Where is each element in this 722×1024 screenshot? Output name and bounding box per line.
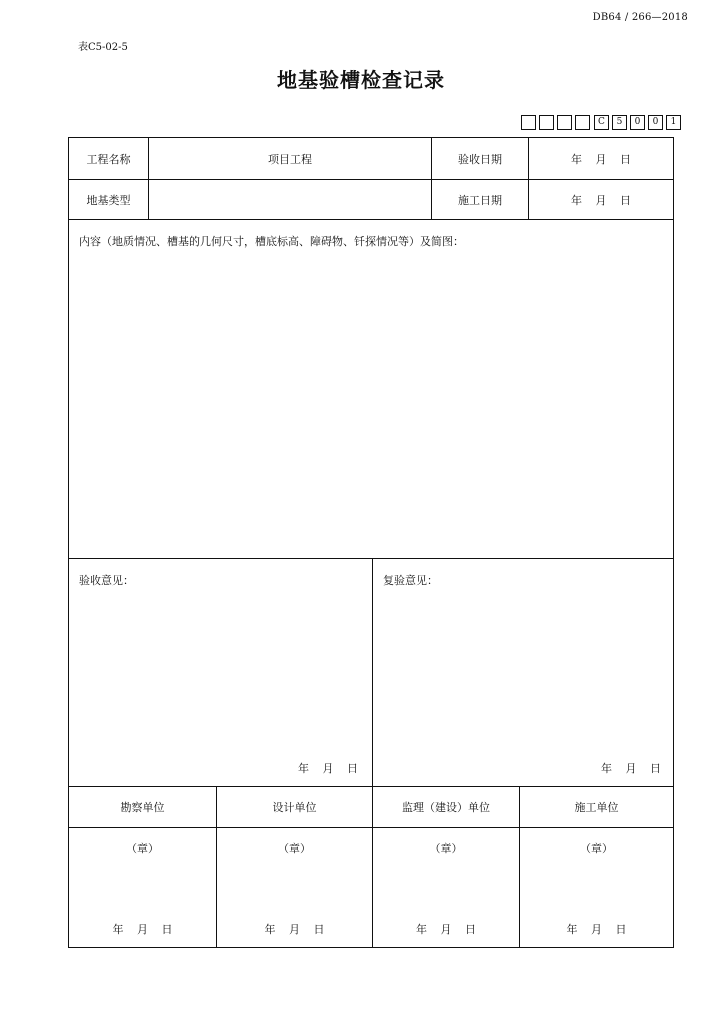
code-box: C bbox=[594, 115, 609, 130]
review-opinion-label: 复验意见： bbox=[383, 574, 438, 587]
row-divider bbox=[69, 219, 673, 220]
inspection-table bbox=[68, 137, 674, 948]
acceptance-date-value[interactable]: 年 月 日 bbox=[571, 152, 631, 166]
col-divider bbox=[372, 558, 373, 786]
supervision-unit-date[interactable]: 年 月 日 bbox=[416, 923, 476, 936]
survey-unit-label: 勘察单位 bbox=[120, 801, 165, 814]
survey-unit-seal: （章） bbox=[126, 842, 159, 855]
project-name-label: 工程名称 bbox=[86, 152, 131, 166]
code-box[interactable] bbox=[557, 115, 572, 130]
acceptance-opinion-date[interactable]: 年 月 日 bbox=[298, 762, 358, 775]
survey-unit-date[interactable]: 年 月 日 bbox=[112, 923, 173, 936]
page-title: 地基验槽检查记录 bbox=[277, 68, 445, 92]
standard-number: DB64 / 266—2018 bbox=[592, 12, 688, 23]
construction-unit-date[interactable]: 年 月 日 bbox=[566, 923, 627, 936]
design-unit-seal: （章） bbox=[278, 842, 311, 855]
code-box[interactable] bbox=[521, 115, 536, 130]
code-box[interactable] bbox=[539, 115, 554, 130]
review-opinion-date[interactable]: 年 月 日 bbox=[601, 762, 661, 775]
form-number: 表C5-02-5 bbox=[78, 42, 128, 53]
acceptance-date-label: 验收日期 bbox=[458, 152, 502, 166]
project-name-value[interactable]: 项目工程 bbox=[268, 152, 312, 166]
foundation-type-value[interactable] bbox=[149, 180, 431, 219]
supervision-unit-label: 监理（建设）单位 bbox=[402, 801, 490, 814]
code-box: 1 bbox=[666, 115, 681, 130]
record-code-boxes bbox=[521, 115, 681, 130]
construction-unit-label: 施工单位 bbox=[574, 801, 619, 814]
design-unit-label: 设计单位 bbox=[272, 801, 317, 814]
code-box: 0 bbox=[630, 115, 645, 130]
content-label: 内容（地质情况、槽基的几何尺寸，槽底标高、障碍物、钎探情况等）及简图： bbox=[79, 235, 464, 248]
code-box[interactable] bbox=[575, 115, 590, 130]
supervision-unit-seal: （章） bbox=[429, 842, 463, 855]
code-box: 5 bbox=[612, 115, 627, 130]
code-box: 0 bbox=[648, 115, 663, 130]
acceptance-opinion-label: 验收意见： bbox=[79, 574, 134, 587]
design-unit-date[interactable]: 年 月 日 bbox=[264, 923, 325, 936]
foundation-type-label: 地基类型 bbox=[86, 193, 131, 207]
row-divider bbox=[69, 558, 673, 559]
construction-unit-seal: （章） bbox=[580, 842, 613, 855]
construction-date-label: 施工日期 bbox=[458, 193, 502, 207]
row-divider bbox=[69, 827, 673, 828]
construction-date-value[interactable]: 年 月 日 bbox=[571, 193, 631, 207]
